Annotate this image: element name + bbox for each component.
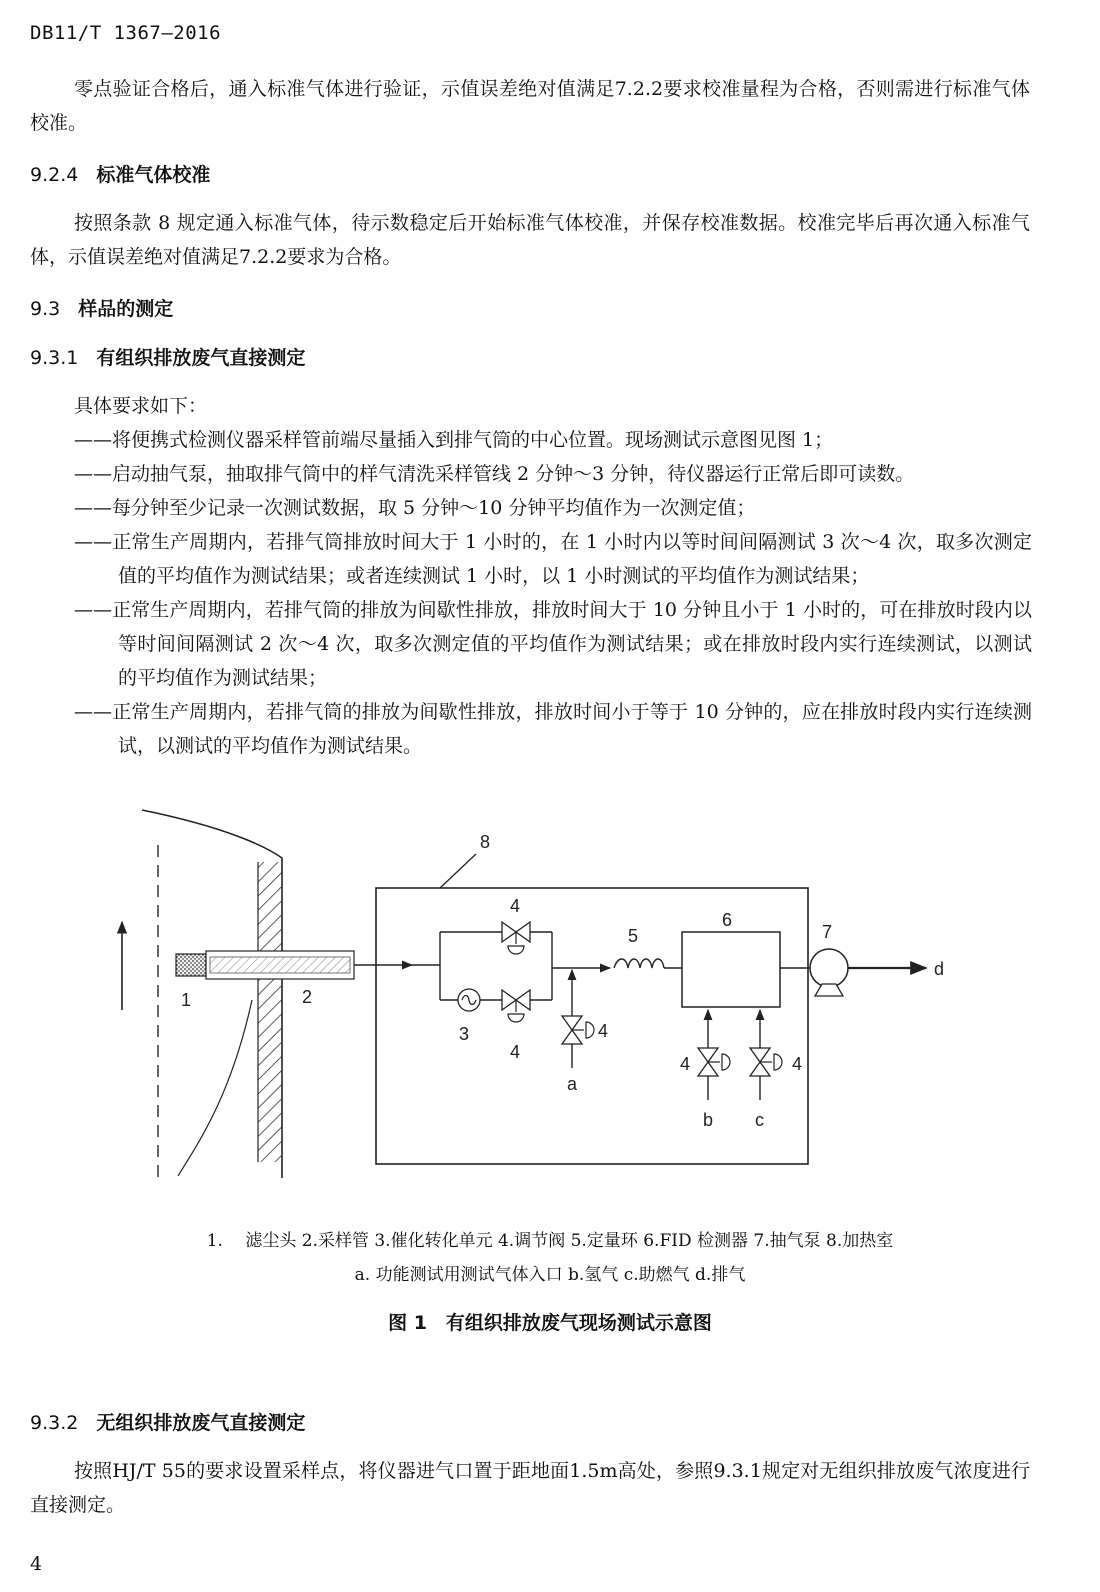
section-title: 有组织排放废气直接测定 [96,347,306,369]
label-4-top: 4 [510,896,521,916]
requirement-item: ——将便携式检测仪器采样管前端尽量插入到排气筒的中心位置。现场测试示意图见图 1； [74,429,834,451]
requirement-item: ——正常生产周期内，若排气筒排放时间大于 1 小时的，在 1 小时内以等时间间隔测试 3 次～4 次，取多次测定值的平均值作为测试结果；或者连续测试 1 小时，以 1 小时测试的平均值作为测试结果； [74,531,1032,587]
requirements-intro: 具体要求如下： [74,395,208,417]
exhaust-stack [122,810,282,1178]
section-number: 9.3.2 [30,1412,79,1434]
figure-legend-components: 1. 滤尘头 2.采样管 3.催化转化单元 4.调节阀 5.定量环 6.FID 检测器 7.抽气泵 8.加热室 [206,1231,894,1251]
requirement-item: ——每分钟至少记录一次测试数据，取 5 分钟～10 分钟平均值作为一次测定值； [74,497,756,519]
section-heading-9-3 [30,294,173,321]
figure-title: 图 1 有组织排放废气现场测试示意图 [388,1312,712,1334]
label-4-a: 4 [598,1021,609,1041]
label-c: c [755,1110,764,1130]
regulating-valve-b [698,1048,730,1076]
regulating-valve-c [750,1048,782,1076]
regulating-valve-a [562,1016,594,1044]
catalytic-converter [458,989,480,1011]
requirement-item: ——启动抽气泵，抽取排气筒中的样气清洗采样管线 2 分钟～3 分钟，待仪器运行正常后即可读数。 [74,463,915,485]
field-test-schematic [0,800,1100,1200]
quantitative-loop [614,959,664,968]
figure-legend-inlets: a. 功能测试用测试气体入口 b.氢气 c.助燃气 d.排气 [354,1265,746,1285]
section-title: 标准气体校准 [96,164,211,186]
label-4-b: 4 [680,1054,691,1074]
section-number: 9.2.4 [30,164,79,186]
label-5: 5 [628,926,639,946]
regulating-valve-lower [502,990,530,1022]
label-8: 8 [480,832,491,852]
label-1: 1 [181,990,192,1010]
label-7: 7 [822,922,833,942]
section-title: 样品的测定 [78,298,174,320]
section-number: 9.3.1 [30,347,79,369]
requirements-list [74,389,1032,763]
section-heading-9-3-2 [30,1408,305,1435]
fid-detector [682,932,780,1007]
section-heading-9-3-1 [30,343,305,370]
suction-pump [810,949,848,996]
section-number: 9.3 [30,298,61,320]
label-2: 2 [302,987,313,1007]
label-a: a [567,1074,578,1094]
label-3: 3 [459,1024,470,1044]
paragraph-zero-verification: 零点验证合格后，通入标准气体进行验证，示值误差绝对值满足7.2.2要求校准量程为合格，否则需进行标准气体校准。 [30,78,1030,134]
requirement-item: ——正常生产周期内，若排气筒的排放为间歇性排放，排放时间小于等于 10 分钟的，应在排放时段内实行连续测试，以测试的平均值作为测试结果。 [74,701,1032,757]
paragraph-standard-gas-calibration: 按照条款 8 规定通入标准气体，待示数稳定后开始标准气体校准，并保存校准数据。校准完毕后再次通入标准气体，示值误差绝对值满足7.2.2要求为合格。 [30,212,1030,268]
section-heading-9-2-4 [30,160,210,187]
label-d: d [934,959,945,979]
page-number: 4 [30,1553,43,1575]
filter-head [176,954,206,976]
paragraph-fugitive-emission: 按照HJ/T 55的要求设置采样点，将仪器进气口置于距地面1.5m高处，参照9.3.1规定对无组织排放废气浓度进行直接测定。 [30,1460,1030,1516]
regulating-valve-top [502,922,530,954]
section-title: 无组织排放废气直接测定 [96,1412,306,1434]
label-6: 6 [722,910,733,930]
requirement-item: ——正常生产周期内，若排气筒的排放为间歇性排放，排放时间大于 10 分钟且小于 1 小时的，可在排放时段内以等时间间隔测试 2 次～4 次，取多次测定值的平均值作为测试结果；或在排放时段内实行连续测试，以测试的平均值作为测试结果； [74,599,1032,689]
label-4-c: 4 [792,1054,803,1074]
label-4-lower: 4 [510,1042,521,1062]
label-b: b [703,1110,714,1130]
document-header-id: DB11/T 1367—2016 [30,22,222,44]
